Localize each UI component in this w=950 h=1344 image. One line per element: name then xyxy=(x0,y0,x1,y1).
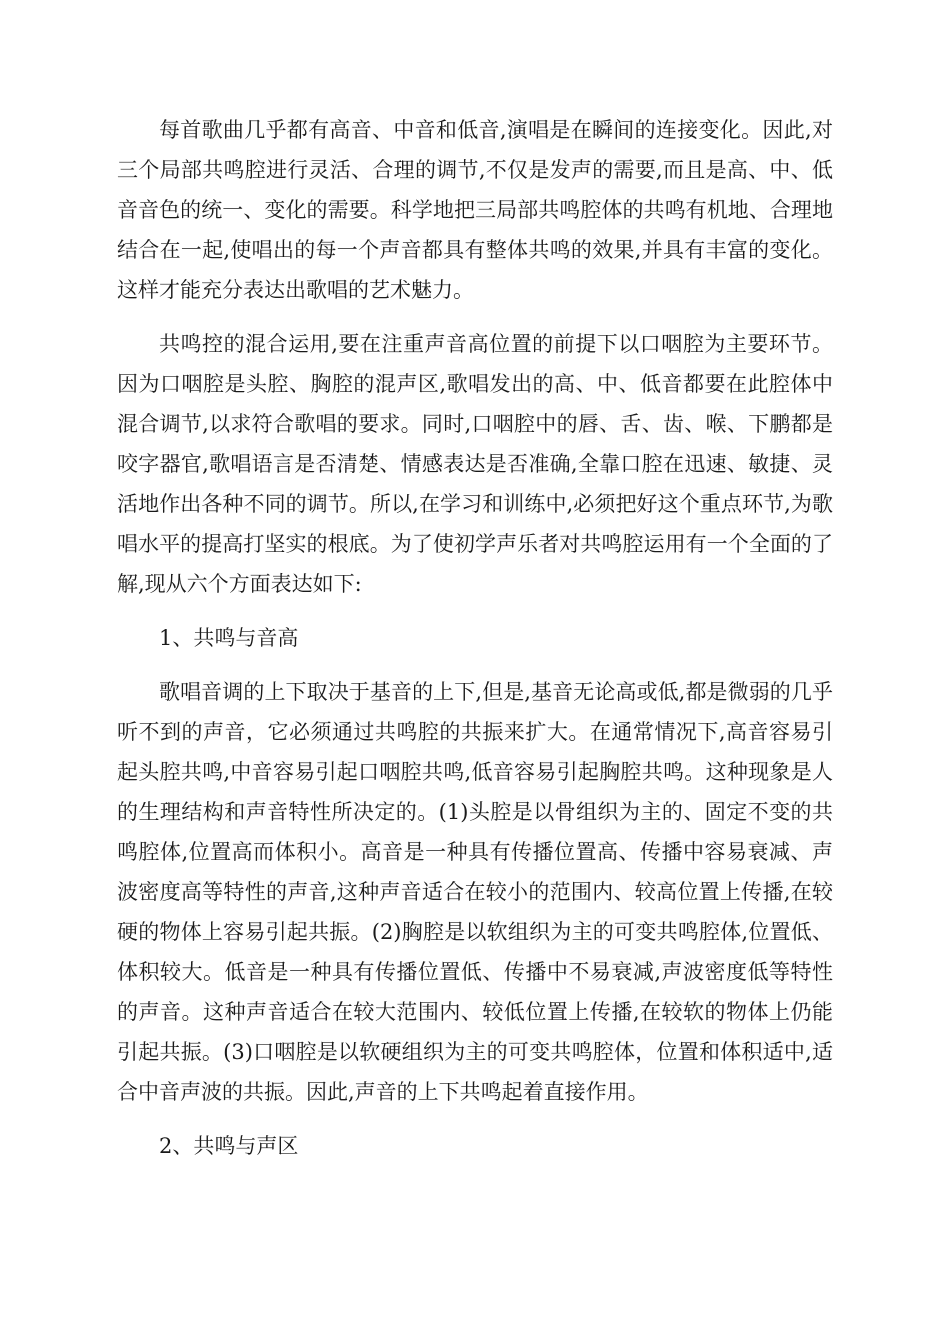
section-heading-1: 1、共鸣与音高 xyxy=(159,626,299,650)
paragraph-2: 共鸣控的混合运用,要在注重声音高位置的前提下以口咽腔为主要环节。因为口咽腔是头腔、胸腔的混声区,歌唱发出的高、中、低音都要在此腔体中混合调节,以求符合歌唱的要求。同时,口咽腔中的唇、舌、齿、喉、下鹏都是咬字器官,歌唱语言是否清楚、情感表达是否准确,全靠口腔在迅速、敏捷、灵活地作出各种不同的调节。所以,在学习和训练中,必须把好这个重点环节,为歌唱水平的提高打坚实的根底。为了使初学声乐者对共鸣腔运用有一个全面的了解,现从六个方面表达如下: xyxy=(117,332,833,596)
section-heading-2: 2、共鸣与声区 xyxy=(159,1134,299,1158)
paragraph-1: 每首歌曲几乎都有高音、中音和低音,演唱是在瞬间的连接变化。因此,对三个局部共鸣腔进行灵活、合理的调节,不仅是发声的需要,而且是高、中、低音音色的统一、变化的需要。科学地把三局部共鸣腔体的共鸣有机地、合理地结合在一起,使唱出的每一个声音都具有整体共鸣的效果,并具有丰富的变化。这样才能充分表达出歌唱的艺术魅力。 xyxy=(117,118,833,302)
document-page xyxy=(117,110,833,1180)
paragraph-3: 歌唱音调的上下取决于基音的上下,但是,基音无论高或低,都是微弱的几乎听不到的声音，它必须通过共鸣腔的共振来扩大。在通常情况下,高音容易引起头腔共鸣,中音容易引起口咽腔共鸣,低音容易引起胸腔共鸣。这种现象是人的生理结构和声音特性所决定的。(1)头腔是以骨组织为主的、固定不变的共鸣腔体,位置高而体积小。高音是一种具有传播位置高、传播中容易衰减、声波密度高等特性的声音,这种声音适合在较小的范围内、较高位置上传播,在较硬的物体上容易引起共振。(2)胸腔是以软组织为主的可变共鸣腔体,位置低、体积较大。低音是一种具有传播位置低、传播中不易衰减,声波密度低等特性的声音。这种声音适合在较大范围内、较低位置上传播,在较软的物体上仍能引起共振。(3)口咽腔是以软硬组织为主的可变共鸣腔体，位置和体积适中,适合中音声波的共振。因此,声音的上下共鸣起着直接作用。 xyxy=(117,680,833,1104)
